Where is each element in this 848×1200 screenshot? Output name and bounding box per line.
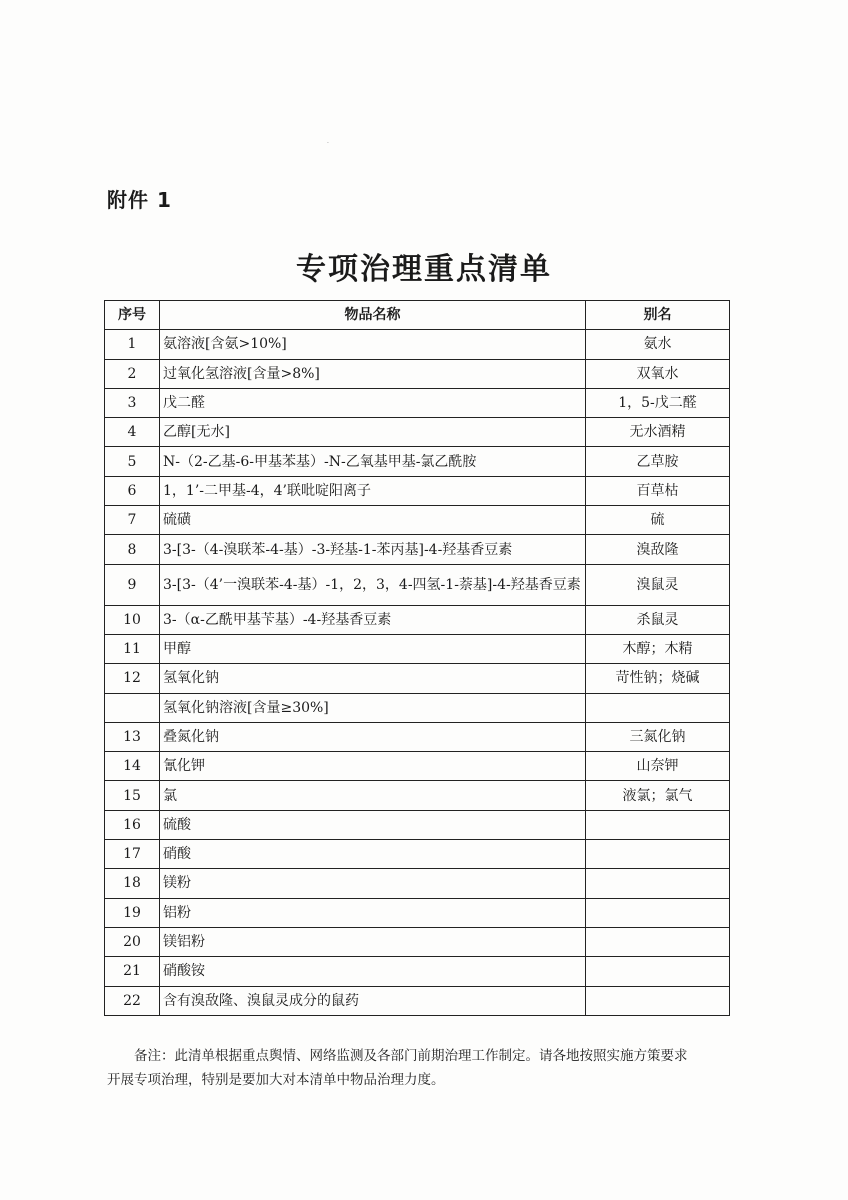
item-alias: 三氮化钠 [586,722,730,751]
item-name: 氰化钾 [160,752,586,781]
item-name: 镁粉 [160,869,586,898]
row-number: 5 [105,447,160,476]
footnote-line-2: 开展专项治理，特别是要加大对本清单中物品治理力度。 [107,1072,445,1088]
row-number: 19 [105,898,160,927]
row-number: 16 [105,810,160,839]
item-name: 硫酸 [160,810,586,839]
footnote-line-1: 备注：此清单根据重点舆情、网络监测及各部门前期治理工作制定。请各地按照实施方策要求 [134,1048,688,1064]
item-alias: 乙草胺 [586,447,730,476]
item-alias: 1，5-戊二醛 [586,388,730,417]
table-row [105,476,730,505]
table-row [105,418,730,447]
table-row [105,752,730,781]
item-alias: 无水酒精 [586,418,730,447]
item-name: 氢氧化钠 [160,664,586,693]
row-number: 4 [105,418,160,447]
table-row [105,330,730,359]
row-number: 9 [105,564,160,605]
item-alias: 苛性钠；烧碱 [586,664,730,693]
item-alias [586,840,730,869]
item-alias: 液氯；氯气 [586,781,730,810]
row-number: 20 [105,927,160,956]
table-row [105,810,730,839]
item-name: N-（2-乙基-6-甲基苯基）-N-乙氧基甲基-氯乙酰胺 [160,447,586,476]
table-header-row [105,301,730,330]
row-number: 12 [105,664,160,693]
row-number: 21 [105,957,160,986]
table-row [105,869,730,898]
table-row [105,447,730,476]
item-alias: 双氧水 [586,359,730,388]
item-alias [586,810,730,839]
row-number: 18 [105,869,160,898]
row-number: 3 [105,388,160,417]
table-row [105,781,730,810]
scan-speck: · [327,140,329,147]
item-alias [586,927,730,956]
item-name: 氨溶液[含氨>10%] [160,330,586,359]
row-number: 17 [105,840,160,869]
table-row [105,898,730,927]
item-alias [586,957,730,986]
item-alias: 氨水 [586,330,730,359]
table-row [105,388,730,417]
item-alias [586,986,730,1015]
table-row [105,664,730,693]
item-name: 含有溴敌隆、溴鼠灵成分的鼠药 [160,986,586,1015]
item-alias: 山奈钾 [586,752,730,781]
row-number: 14 [105,752,160,781]
item-alias: 杀鼠灵 [586,605,730,634]
table-row [105,957,730,986]
table-row [105,693,730,722]
item-name: 3-[3-（4’一溴联苯-4-基）-1，2，3，4-四氢-1-萘基]-4-羟基香豆素 [160,564,586,605]
item-alias [586,898,730,927]
column-header-alias: 别名 [586,301,730,330]
table-row [105,535,730,564]
priority-list-table [104,300,730,1016]
row-number: 1 [105,330,160,359]
table-row [105,359,730,388]
row-number: 15 [105,781,160,810]
column-header-no: 序号 [105,301,160,330]
item-alias: 木醇；木精 [586,634,730,663]
row-number: 8 [105,535,160,564]
item-name: 戊二醛 [160,388,586,417]
item-name: 硝酸铵 [160,957,586,986]
row-number: 7 [105,506,160,535]
table-row [105,564,730,605]
item-alias: 溴敌隆 [586,535,730,564]
row-number [105,693,160,722]
item-name: 3-（α-乙酰甲基苄基）-4-羟基香豆素 [160,605,586,634]
item-alias: 百草枯 [586,476,730,505]
table-row [105,506,730,535]
item-name: 氢氧化钠溶液[含量≥30%] [160,693,586,722]
item-alias: 硫 [586,506,730,535]
table-row [105,927,730,956]
item-name: 乙醇[无水] [160,418,586,447]
row-number: 11 [105,634,160,663]
row-number: 2 [105,359,160,388]
table-row [105,986,730,1015]
item-name: 镁铝粉 [160,927,586,956]
item-name: 叠氮化钠 [160,722,586,751]
table-row [105,840,730,869]
page-title: 专项治理重点清单 [296,252,552,287]
footnote [107,1044,729,1092]
table-row [105,722,730,751]
attachment-label: 附件 1 [107,188,172,212]
item-alias [586,869,730,898]
item-name: 铝粉 [160,898,586,927]
column-header-name: 物品名称 [160,301,586,330]
item-name: 硝酸 [160,840,586,869]
row-number: 10 [105,605,160,634]
item-name: 硫磺 [160,506,586,535]
item-name: 3-[3-（4-溴联苯-4-基）-3-羟基-1-苯丙基]-4-羟基香豆素 [160,535,586,564]
table-row [105,634,730,663]
item-name: 过氧化氢溶液[含量>8%] [160,359,586,388]
row-number: 6 [105,476,160,505]
row-number: 13 [105,722,160,751]
table-row [105,605,730,634]
item-name: 1，1’-二甲基-4，4’联吡啶阳离子 [160,476,586,505]
item-name: 氯 [160,781,586,810]
item-name: 甲醇 [160,634,586,663]
item-alias [586,693,730,722]
row-number: 22 [105,986,160,1015]
item-alias: 溴鼠灵 [586,564,730,605]
